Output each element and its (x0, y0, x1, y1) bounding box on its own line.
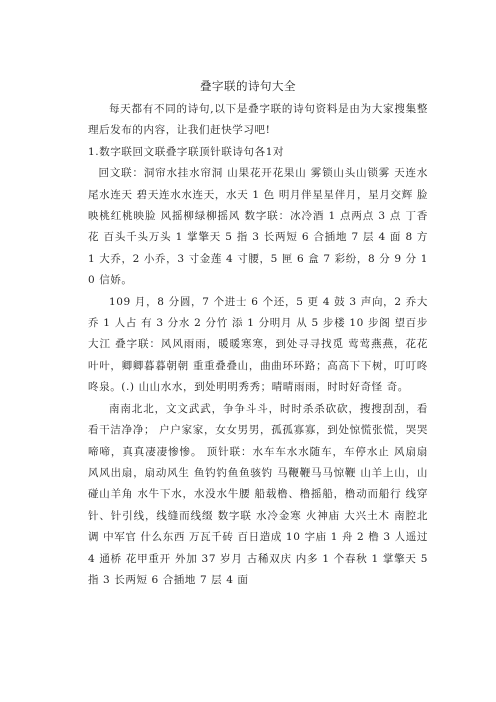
intro-paragraph: 每天都有不同的诗句,以下是叠字联的诗句资料是由为大家搜集整理后发布的内容，让我们赶快学习吧! (88, 103, 428, 137)
paragraph-palindrome-couplets: 回文联：洞帘水挂水帘洞 山果花开花果山 雾锁山头山锁雾 天连水尾水连天 碧天连水水连天，水天 1 色 明月伴星星伴月，星月交辉 脸映桃红桃映脸 风摇柳绿柳摇风 数字联：冰冷酒 1 点两点 3 点 丁香花 百头千头万头 1 掌擎天 5 指 3 长两短 6 合插地 7 层 4 面 8 方 1 大乔，2 小乔，3 寸金莲 4 寸腰，5 匣 6 盒 7 彩纷，8 分 9 分 10 信娇。 (88, 167, 428, 287)
page-title: 叠字联的诗句大全 (200, 79, 296, 93)
paragraph-reduplicated-couplets: 109 月，8 分圆，7 个进士 6 个还，5 更 4 鼓 3 声向，2 乔大乔 1 人占 有 3 分水 2 分竹 添 1 分明月 从 5 步楼 10 步阁 望百步大江 叠字联：风风雨雨，暖暖寒寒，到处寻寻找觅 莺莺燕燕，花花叶叶，卿卿暮暮朝朝 重重叠叠山，曲曲环环路；高高下下树，叮叮咚咚泉。(.) 山山水水，到处明明秀秀；晴晴雨雨，时时好奇怪 奇。 (88, 295, 428, 394)
section-heading: 1.数字联回文联叠字联顶针联诗句各1对 (88, 145, 285, 158)
document-body (88, 99, 428, 591)
paragraph-chain-couplets: 南南北北，文文武武，争争斗斗，时时杀杀砍砍，搜搜刮刮，看看干洁净净； 户户家家，女女男男，孤孤寡寡，到处惊慌张慌，哭哭啼啼，真真凄凄惨惨。 顶针联：水车车水水随车，车停水止 风扇扇风风出扇，扇动风生 鱼钓钓鱼鱼骇钓 马鞭鞭马马惊鞭 山羊上山，山碰山羊角 水牛下水，水没水牛腰 船载橹、橹摇船，橹动而船行 线穿针、针引线，线缝而线缀 数字联 水冷金寒 火神庙 大兴土木 南腔北调 中军官 什么东西 万瓦千砖 百日造成 10 字庙 1 舟 2 橹 3 人遥过 4 通桥 花甲重开 外加 37 岁月 古稀双庆 内多 1 个春秋 1 掌擎天 5 指 3 长两短 6 合插地 7 层 4 面 (88, 402, 428, 586)
